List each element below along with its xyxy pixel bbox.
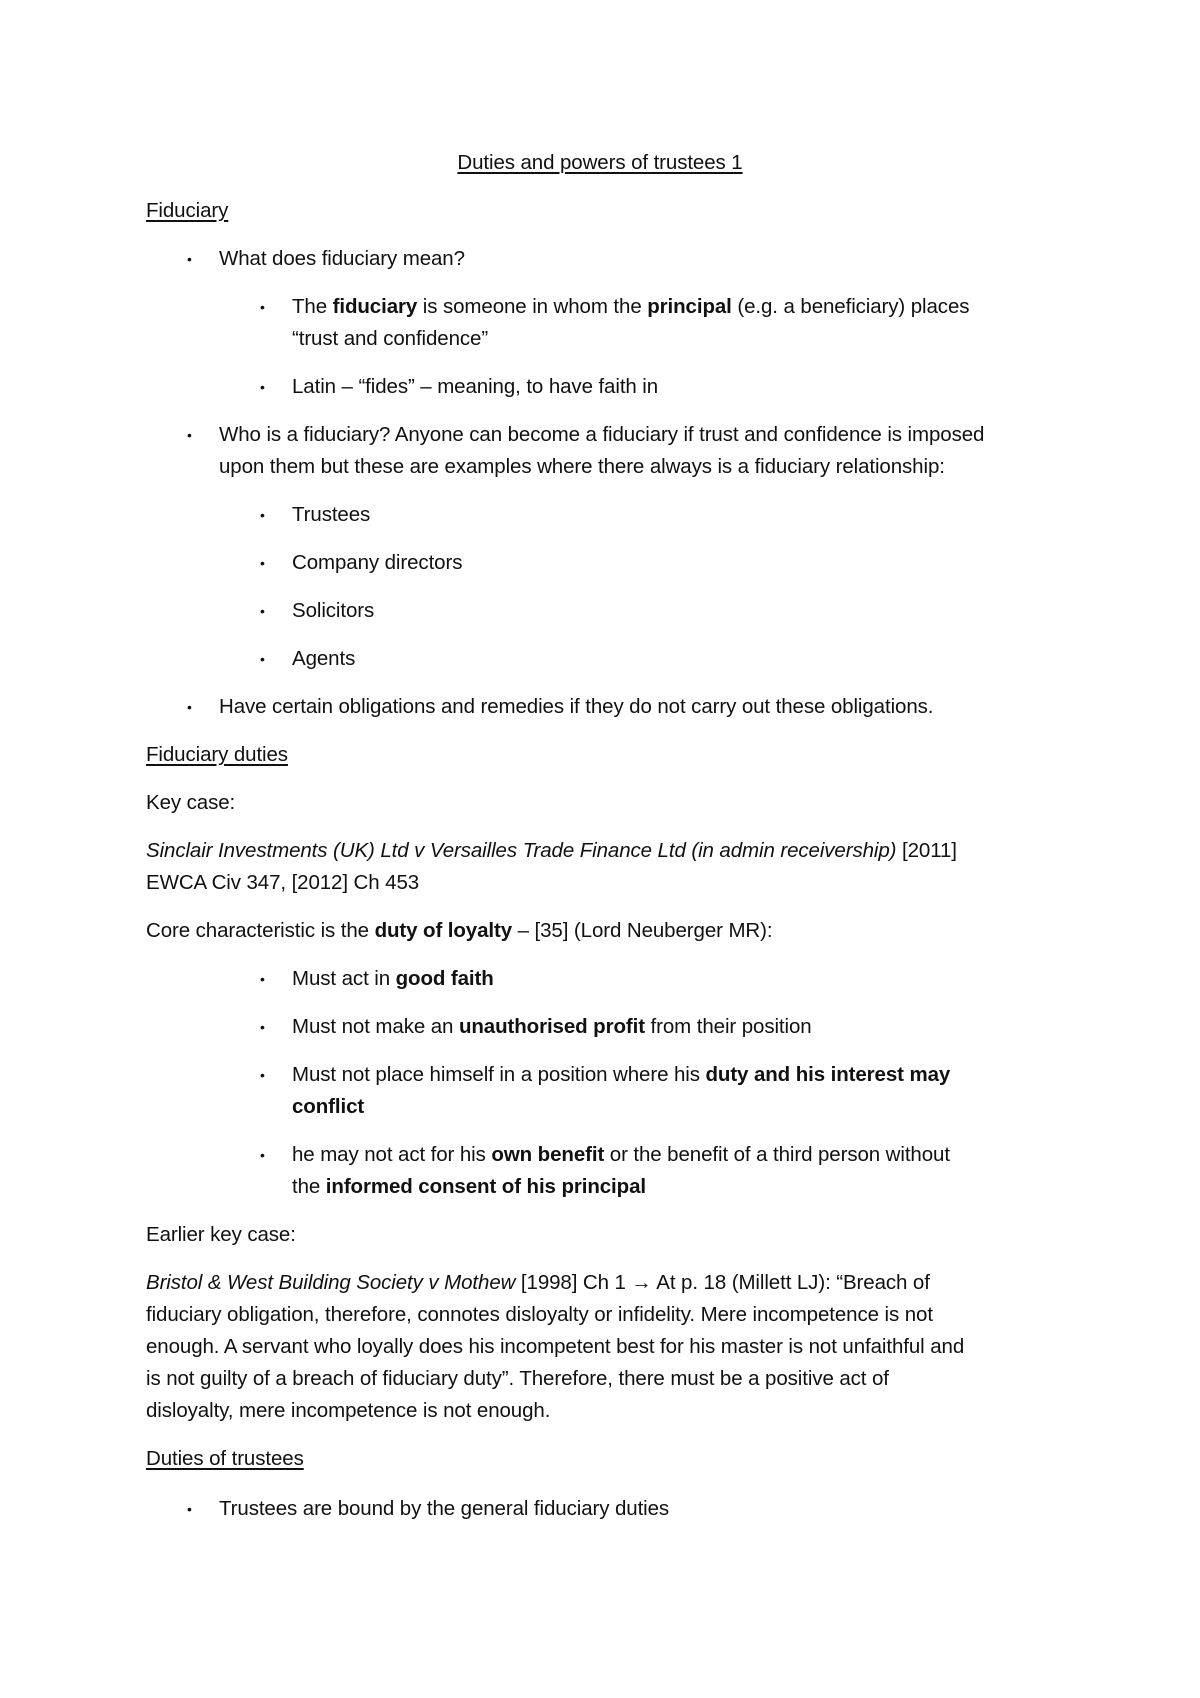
bullet-icon: •	[187, 251, 192, 267]
bullet-icon: •	[260, 299, 265, 315]
quote-line: disloyalty, mere incompetence is not enough.	[146, 1399, 551, 1422]
list-item: Company directors	[292, 551, 463, 574]
section-heading-fiduciary: Fiduciary	[146, 199, 229, 222]
list-item: Solicitors	[292, 599, 375, 622]
list-item: Latin – “fides” – meaning, to have faith in	[292, 375, 659, 398]
bullet-icon: •	[260, 555, 265, 571]
list-item-continuation: the informed consent of his principal	[292, 1175, 646, 1198]
list-item: he may not act for his own benefit or the benefit of a third person without	[292, 1143, 950, 1166]
quote-line: fiduciary obligation, therefore, connotes disloyalty or infidelity. Mere incompetence is not	[146, 1303, 933, 1326]
bullet-icon: •	[260, 507, 265, 523]
core-characteristic: Core characteristic is the duty of loyalty – [35] (Lord Neuberger MR):	[146, 919, 773, 942]
list-item: Agents	[292, 647, 356, 670]
key-case-label: Key case:	[146, 791, 236, 814]
list-item-continuation: upon them but these are examples where there always is a fiduciary relationship:	[219, 455, 945, 478]
list-item: Have certain obligations and remedies if they do not carry out these obligations.	[219, 695, 934, 718]
section-heading-fiduciary-duties: Fiduciary duties	[146, 743, 288, 766]
bullet-icon: •	[260, 651, 265, 667]
earlier-case-citation: Bristol & West Building Society v Mothew [1998] Ch 1 → At p. 18 (Millett LJ): “Breach of	[146, 1271, 930, 1294]
bullet-icon: •	[260, 379, 265, 395]
case-citation: Sinclair Investments (UK) Ltd v Versailles Trade Finance Ltd (in admin receivership) [2011]	[146, 839, 957, 862]
bullet-icon: •	[260, 1147, 265, 1163]
section-heading-duties-of-trustees: Duties of trustees	[146, 1447, 304, 1470]
list-item: Trustees are bound by the general fiduciary duties	[219, 1497, 670, 1520]
list-item-continuation: “trust and confidence”	[292, 327, 489, 350]
bullet-icon: •	[187, 1501, 192, 1517]
list-item: Must not place himself in a position where his duty and his interest may	[292, 1063, 951, 1086]
bullet-icon: •	[260, 1019, 265, 1035]
list-item: Must not make an unauthorised profit from their position	[292, 1015, 812, 1038]
bullet-icon: •	[187, 699, 192, 715]
list-item: Trustees	[292, 503, 371, 526]
bullet-icon: •	[187, 427, 192, 443]
bullet-icon: •	[260, 1067, 265, 1083]
list-item: The fiduciary is someone in whom the principal (e.g. a beneficiary) places	[292, 295, 970, 318]
list-item: What does fiduciary mean?	[219, 247, 465, 270]
case-citation-continuation: EWCA Civ 347, [2012] Ch 453	[146, 871, 420, 894]
list-item: Who is a fiduciary? Anyone can become a fiduciary if trust and confidence is imposed	[219, 423, 985, 446]
quote-line: is not guilty of a breach of fiduciary duty”. Therefore, there must be a positive act of	[146, 1367, 889, 1390]
bullet-icon: •	[260, 971, 265, 987]
list-item-continuation: conflict	[292, 1095, 365, 1118]
bullet-icon: •	[260, 603, 265, 619]
list-item: Must act in good faith	[292, 967, 494, 990]
earlier-key-case-label: Earlier key case:	[146, 1223, 296, 1246]
page-title: Duties and powers of trustees 1	[457, 151, 743, 174]
quote-line: enough. A servant who loyally does his incompetent best for his master is not unfaithful and	[146, 1335, 965, 1358]
